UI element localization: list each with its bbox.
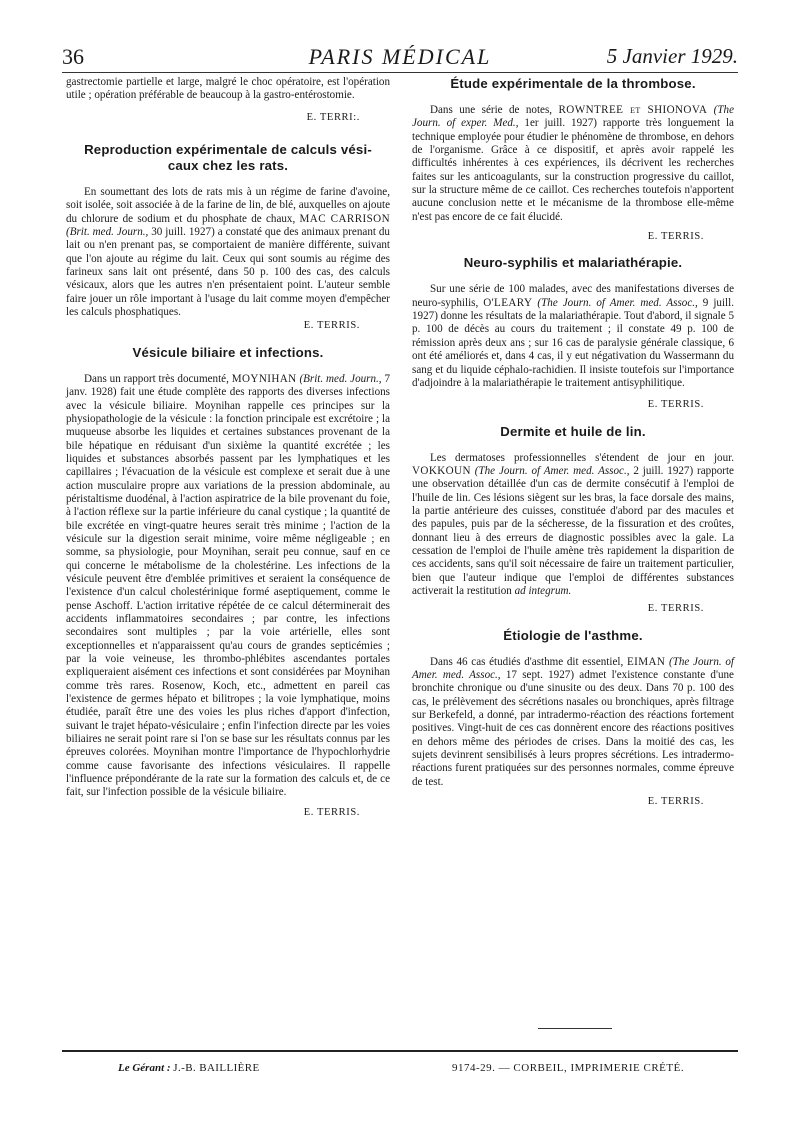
article-body-neurosyphilis xyxy=(412,283,734,390)
signature-calculs: E. TERRIS. xyxy=(303,320,360,332)
article-text: 7 janv. 1928) fait une étude complète des rapports des diverses infections avec la vésicule biliaire. Moynihan rappelle ces principes sur la physiopathologie de la vésicule : la fonction principale est excrétoire ; la muqueuse absorbe les liquides et certaines substances provenant de la bile hépatique en réduisant d'un sixième la quantité excrétée ; les liquides et substances absorbés passent par les lymphatiques et les capillaires ; l'évacuation de la vésicule est complexe et serait due à une action musculaire propre aux variations de la pression abdominale, au péristaltisme duodénal, à l'action aspiratrice de la bile provenant du foie, à l'action réflexe sur la partie inférieure du canal cystique ; la quantité de bile excrétée en vingt-quatre heures serait très minime ; l'action de la vésicule sur la digestion serait minime, voire même négligeable ; en somme, sa physiologie, pour Moynihan, serait peu connue, sauf en ce qui concerne le métabolisme de la cholestérine. Les infections de la vésicule peuvent être d'emblée primitives et seraient la conséquence de l'existence d'un calcul cholestérinique formé aseptiquement, comme le pense Aschoff. L'action irritative répétée de ce calcul déterminerait des accidents inflammatoires secondaires ; par contre, les infections secondaires sont multiples ; par la voie artérielle, elles sont exceptionnelles et n'apparaissent qu'au cours de grandes septicémies ; par la voie veineuse, les thrombo-phlébites ascendantes portales expliqueraient aisément ces infections et sont considérées par Moynihan comme très rares. Rosenow, Koch, etc., admettent en pareil cas l'existence de germes hépato et bilitropes ; la voie lymphatique, moins étudiée, paraît être une des voies les plus riches d'apport d'infection, suivant le trajet hépato-vésiculaire ; enfin l'infection directe par les voies biliaires ne serait point rare si l'on se base sur les résultats connus par les épreuves colorées. Moynihan montre l'importance de l'hypochlorhydrie comme cause favorisante des infections vésiculaires. Il rappelle l'influence prépondérante de la rate sur la formation des calculs et, de ce fait, sur l'infection possible de la vésicule biliaire. xyxy=(66,372,391,799)
author-name: MOYNIHAN xyxy=(231,372,297,385)
author-name: O'LEARY xyxy=(483,296,533,309)
article-text: Dans un rapport très documenté, xyxy=(84,372,229,385)
header-rule xyxy=(62,72,738,73)
journal-reference: (The Journ. of Amer. med. Assoc., xyxy=(412,655,734,681)
article-text: Les dermatoses professionnelles s'étendent de jour en jour. xyxy=(430,451,734,464)
latin-phrase: ad integrum. xyxy=(514,584,572,597)
article-title-asthme: Étiologie de l'asthme. xyxy=(503,627,643,643)
issue-date: 5 Janvier 1929. xyxy=(606,44,738,68)
page-header xyxy=(62,40,738,76)
article-title-calculs xyxy=(66,142,390,174)
article-body-calculs xyxy=(66,186,390,319)
intro-paragraph: gastrectomie partielle et large, malgré le choc opératoire, est l'opération utile ; opération préférable de beaucoup à la gastro-entérostomie. xyxy=(66,76,390,102)
article-body-asthme xyxy=(412,656,734,789)
signature-vesicule: E. TERRIS. xyxy=(303,806,360,818)
article-text: Dans une série de notes, xyxy=(430,104,553,116)
journal-reference: (The Journ. of Amer. med. Assoc., xyxy=(474,464,630,477)
author-name: EIMAN xyxy=(626,655,666,668)
article-text: 17 sept. 1927) admet l'existence constante d'une bronchite chronique ou d'une sinusite ou des deux. Dans 70 p. 100 des cas, le prélèvement des sécrétions nasales ou bronchiques, après filtrage sur Berkefeld, a donné, par intradermo-réaction des réactions fortement positives. Vingt-huit de ces cas donnèrent encore des réactions positives en dehors même des périodes de crises. Dans la moitié des cas, les sujets devinrent sensibilisés à leurs propres sécrétions. Les intradermo-réactions furent pratiquées sur des personnes normales, comme épreuve de test. xyxy=(412,669,734,788)
left-column xyxy=(66,76,390,819)
article-text: Sur une série de 100 malades, avec des manifestations diverses de neuro-syphilis, xyxy=(412,283,734,309)
signature-thrombose: E. TERRIS. xyxy=(647,231,704,243)
signature-asthme: E. TERRIS. xyxy=(647,796,704,808)
page-number: 36 xyxy=(62,44,84,69)
article-title-dermite: Dermite et huile de lin. xyxy=(500,423,646,439)
journal-reference: (Brit. med. Journ., xyxy=(299,372,382,385)
author-name: ROWNTREE et SHIONOVA xyxy=(558,104,708,116)
article-body-dermite xyxy=(412,452,734,599)
article-text: 2 juill. 1927) rapporte une observation détaillée d'un cas de dermite consécutif à l'emploi de l'huile de lin. Ces lésions siègent sur les bras, la face dorsale des mains, la partie antérieure des cuisses, constituée d'abord par des macules et des papules, puis par de la sécheresse, de la fissuration et des croûtes, donnant lieu à des erreurs de diagnostic possibles avec la gale. La cessation de l'emploi de l'huile amène très rapidement la disparition de ces accidents, sans qu'il soit nécessaire de faire un traitement particulier, bien que l'auteur indique que l'emploi de différentes substances activerait la restitution xyxy=(412,464,734,597)
article-text: 1er juill. 1927) rapporte très longuement la technique employée pour étudier le phénomène de thrombose, en dehors de l'organisme. Grâce à ce dispositif, et après avoir rappelé les difficultés inhérentes à ces expériences, ils décrivent les recherches faites sur les anticoagulants, sur la construction progressive du caillot, sur la structure même de ce caillot. Ces recherches toutefois n'apportent aucune conclusion nette et le mécanisme de la thrombose elle-même n'est pas encore de ce fait élucidé. xyxy=(412,117,734,223)
signature-neurosyphilis: E. TERRIS. xyxy=(647,399,704,411)
footer-gerant xyxy=(118,1062,260,1074)
article-title-calculs-line1: Reproduction expérimentale de calculs vési- xyxy=(84,142,372,158)
article-body-thrombose xyxy=(412,104,734,224)
author-name: MAC CARRISON xyxy=(299,212,390,225)
article-text: 9 juill. 1927) donne les résultats de la malariathérapie. Tout d'abord, il signale 5 p. 100 de décès au cours du traitement ; il constate 49 p. 100 de rémission après deux ans ; sur 16 cas de paralysie générale classique, 6 ont été améliorés et, dans 4 cas, il y eut négativation du Wassermann du sang et du liquide céphalo-rachidien. Il insiste toutefois sur l'importance d'adjoindre à la malariathérapie le traitement antisyphilitique. xyxy=(412,296,734,389)
gerant-label: Le Gérant : xyxy=(118,1062,171,1074)
signature-dermite: E. TERRIS. xyxy=(647,603,704,615)
footer-printer: 9174-29. — CORBEIL, IMPRIMERIE CRÉTÉ. xyxy=(452,1062,685,1074)
journal-reference: (The Journ. of exper. Med., xyxy=(412,104,734,130)
article-text: 30 juill. 1927) a constaté que des animaux prenant du lait ou n'en prenant pas, se comportaient de manière différente, suivant que l'on ajoute au régime du lait. Ceux qui sont soumis au régime des farineux sans lait ont présenté, dans 50 p. 100 des cas, des calculs vésicaux, alors que les autres n'en présentaient point. L'auteur semble faire jouer un rôle important à l'usage du lait comme moyen d'empêcher les calculs phosphatiques. xyxy=(66,226,390,319)
journal-title: PARIS MÉDICAL xyxy=(308,44,492,69)
article-title-thrombose: Étude expérimentale de la thrombose. xyxy=(450,76,696,91)
right-column xyxy=(412,76,734,808)
end-rule xyxy=(538,1028,612,1029)
article-title-vesicule: Vésicule biliaire et infections. xyxy=(132,344,324,360)
article-text: En soumettant des lots de rats mis à un régime de farine d'avoine, soit isolée, soit associée à de la farine de lin, de blé, auxquelles on ajoute du chlorure de sodium et du phosphate de chaux, xyxy=(66,186,390,225)
article-text: Dans 46 cas étudiés d'asthme dit essentiel, xyxy=(430,655,624,668)
article-title-neurosyphilis: Neuro-syphilis et malariathérapie. xyxy=(463,255,683,271)
article-title-calculs-line2: caux chez les rats. xyxy=(167,158,289,174)
article-body-vesicule xyxy=(66,373,390,800)
journal-reference: (Brit. med. Journ., xyxy=(66,226,149,239)
footer-rule xyxy=(62,1050,738,1052)
gerant-name: J.-B. BAILLIÈRE xyxy=(173,1062,260,1074)
journal-reference: (The Journ. of Amer. med. Assoc., xyxy=(537,296,698,309)
author-name: VOKKOUN xyxy=(412,464,471,477)
intro-signature: E. TERRI:. xyxy=(306,111,360,123)
